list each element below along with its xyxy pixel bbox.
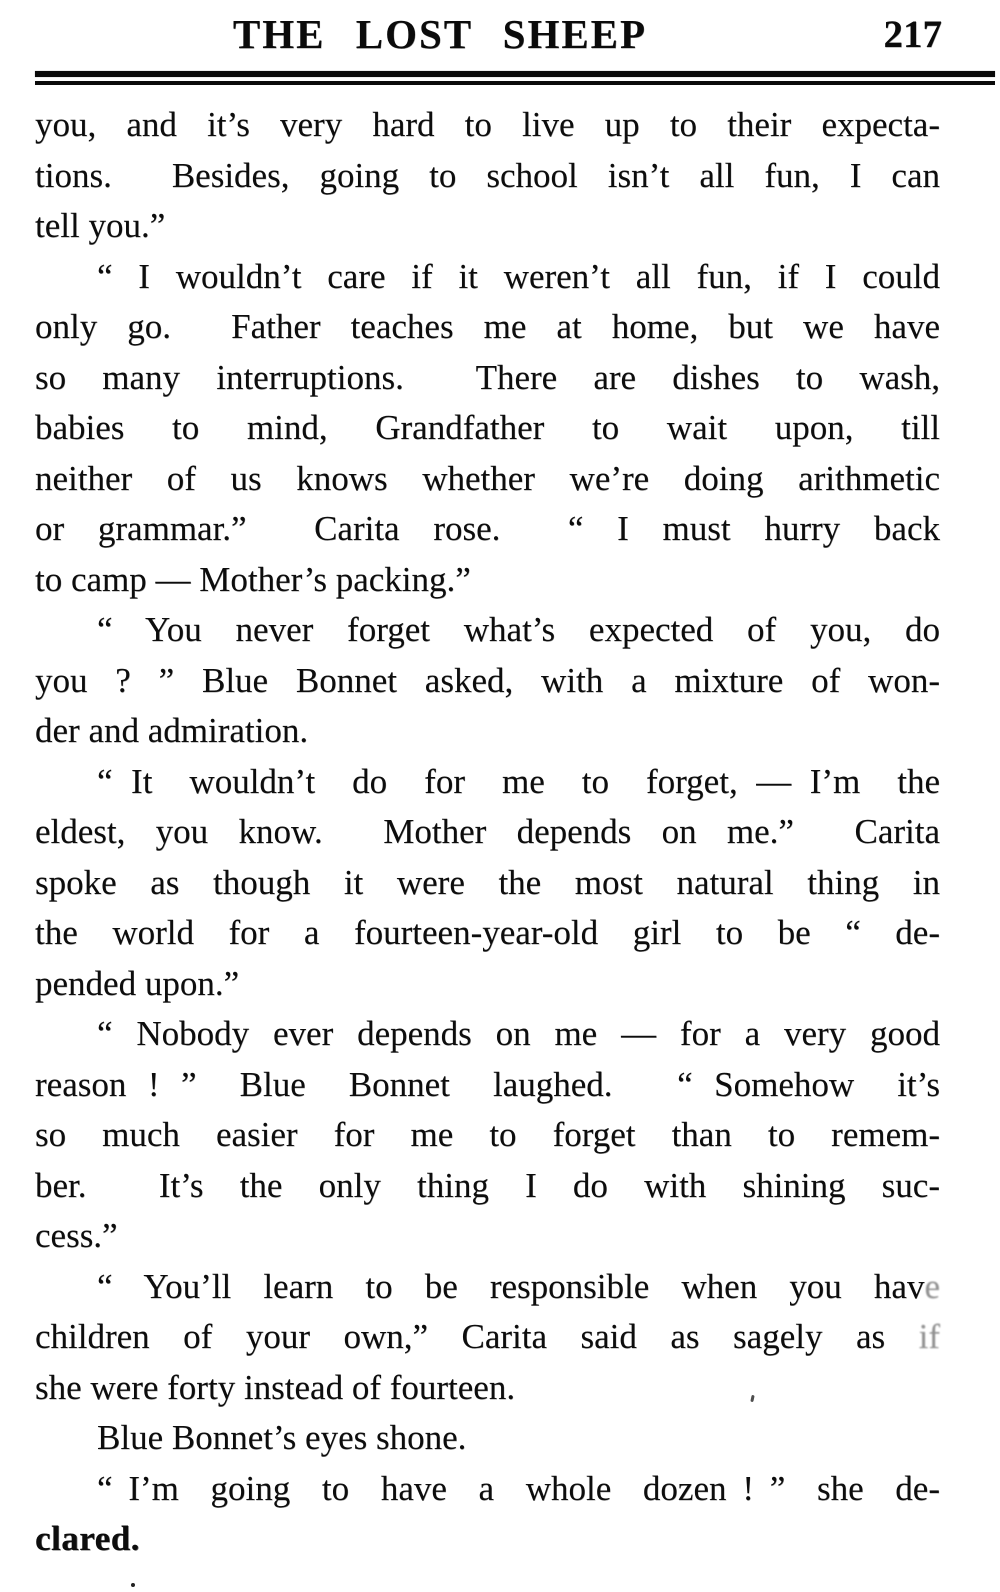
text-line: tell you.” <box>35 206 166 245</box>
scan-artifact-dot <box>131 1583 135 1587</box>
text-line: der and admiration. <box>35 711 309 750</box>
header-rule-bottom <box>35 81 995 85</box>
text-line: “ I wouldn’t care if it weren’t all fun, if I could <box>97 256 940 296</box>
text-line: she were forty instead of fourteen. <box>35 1367 516 1407</box>
text-line: “ Nobody ever depends on me — for a very good <box>97 1014 940 1053</box>
text-line: eldest, you know. Mother depends on me.” Carita <box>35 812 940 851</box>
faded-print-text: if <box>918 1317 940 1356</box>
text-line: or grammar.” Carita rose. “ I must hurry back <box>35 509 940 548</box>
faded-print-text: e <box>924 1266 940 1306</box>
text-line: ber. It’s the only thing I do with shining suc- <box>35 1165 940 1205</box>
text-line: “ I’m going to have a whole dozen ! ” she de- <box>97 1468 940 1508</box>
page-body <box>35 100 940 1565</box>
text-line: spoke as though it were the most natural thing in <box>35 862 940 902</box>
text-line: to camp — Mother’s packing.” <box>35 559 471 599</box>
text-line: “ It wouldn’t do for me to forget, — I’m the <box>97 761 940 801</box>
text-line: children of your own,” Carita said as sagely as if <box>35 1317 940 1356</box>
running-head <box>0 10 1000 66</box>
page-number: 217 <box>883 13 942 56</box>
text-line: Blue Bonnet’s eyes shone. <box>97 1418 467 1457</box>
text-line: “ You never forget what’s expected of you, do <box>97 610 940 649</box>
text-line: you, and it’s very hard to live up to their expecta- <box>35 105 940 144</box>
page-title: THE LOST SHEEP <box>232 11 648 57</box>
text-line: neither of us knows whether we’re doing arithmetic <box>35 458 940 498</box>
text-line: you ? ” Blue Bonnet asked, with a mixture of won- <box>35 660 940 700</box>
text-line: reason ! ” Blue Bonnet laughed. “ Somehow it’s <box>35 1064 940 1104</box>
text-line: tions. Besides, going to school isn’t all fun, I can <box>35 155 940 195</box>
text-line: pended upon.” <box>35 963 240 1003</box>
text-line: the world for a fourteen-year-old girl to be “ de- <box>35 913 940 952</box>
text-line: “ You’ll learn to be responsible when you have <box>97 1266 940 1306</box>
text-line: so much easier for me to forget than to remem- <box>35 1115 940 1154</box>
text-line: clared. <box>35 1519 140 1558</box>
text-line: babies to mind, Grandfather to wait upon, till <box>35 408 940 447</box>
text-line: only go. Father teaches me at home, but we have <box>35 307 940 346</box>
header-rule-top <box>35 71 995 77</box>
text-line: so many interruptions. There are dishes to wash, <box>35 357 940 397</box>
text-line: cess.” <box>35 1216 118 1255</box>
